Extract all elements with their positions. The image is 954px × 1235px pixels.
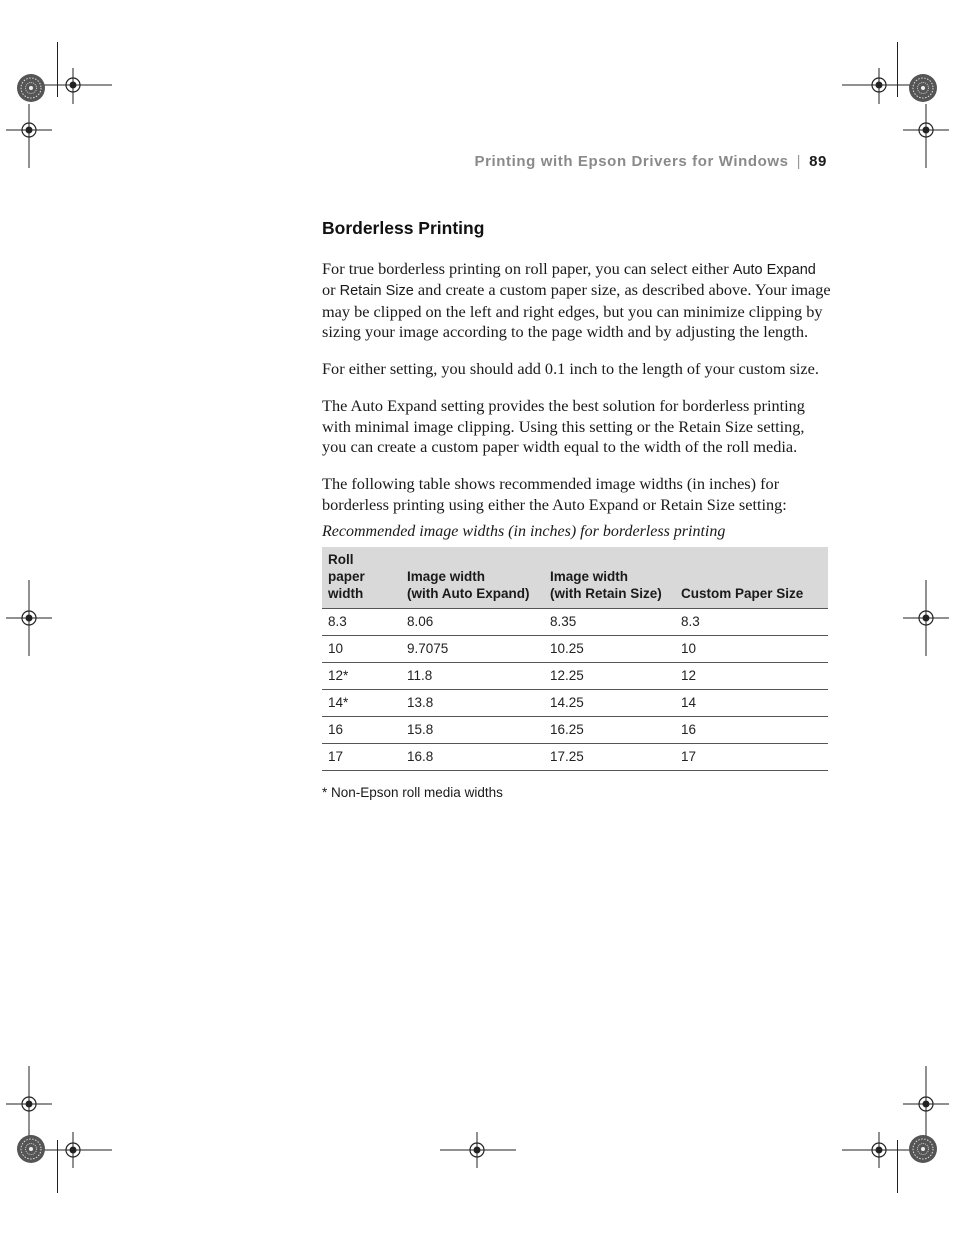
registration-starburst-icon [908, 73, 938, 103]
table-row [322, 716, 828, 743]
paragraph-intro [322, 259, 832, 342]
registration-starburst-icon [16, 1134, 46, 1164]
cell-auto-expand: 15.8 [401, 716, 544, 743]
page-number: 89 [809, 153, 827, 170]
cell-auto-expand: 13.8 [401, 689, 544, 716]
running-title: Printing with Epson Drivers for Windows [474, 153, 789, 170]
cell-retain-size: 16.25 [544, 716, 675, 743]
table-row [322, 689, 828, 716]
table-row [322, 635, 828, 662]
paragraph-table-intro: The following table shows recommended image widths (in inches) for borderless printing using either the Auto Expand or Retain Size setting: [322, 474, 787, 514]
table-header-row [322, 547, 828, 609]
cell-retain-size: 10.25 [544, 635, 675, 662]
cell-roll-width: 14* [322, 689, 401, 716]
registration-crosshair-icon [6, 104, 52, 168]
registration-starburst-icon [908, 1134, 938, 1164]
cell-retain-size: 12.25 [544, 662, 675, 689]
registration-crosshair-icon [6, 580, 52, 656]
cell-custom-size: 16 [675, 716, 828, 743]
table-row [322, 743, 828, 770]
text: For true borderless printing on roll paper, you can select either [322, 259, 733, 278]
widths-table [322, 547, 828, 771]
running-header [474, 153, 827, 170]
registration-crosshair-icon [903, 104, 949, 168]
cell-roll-width: 8.3 [322, 608, 401, 635]
retain-size-term: Retain Size [339, 283, 414, 300]
cell-retain-size: 17.25 [544, 743, 675, 770]
table-row [322, 662, 828, 689]
cell-custom-size: 10 [675, 635, 828, 662]
cell-custom-size: 14 [675, 689, 828, 716]
registration-crosshair-icon [903, 580, 949, 656]
text: and create a custom paper size, as described above. Your image may be clipped on the left and right edges, but you can minimize clipping by sizing your image according to the page width and by adjusting the length. [322, 280, 831, 341]
cell-auto-expand: 16.8 [401, 743, 544, 770]
cell-custom-size: 12 [675, 662, 828, 689]
auto-expand-term: Auto Expand [732, 262, 816, 278]
registration-crosshair-icon [440, 1126, 516, 1174]
section-title: Borderless Printing [322, 218, 485, 238]
paragraph-length-note: For either setting, you should add 0.1 inch to the length of your custom size. [322, 359, 819, 379]
cell-auto-expand: 8.06 [401, 608, 544, 635]
cell-roll-width: 10 [322, 635, 401, 662]
table-footnote: * Non-Epson roll media widths [322, 784, 503, 800]
header-retain-size: Image width (with Retain Size) [544, 547, 675, 609]
header-separator: | [796, 153, 802, 170]
cell-roll-width: 16 [322, 716, 401, 743]
cell-auto-expand: 9.7075 [401, 635, 544, 662]
cell-auto-expand: 11.8 [401, 662, 544, 689]
header-auto-expand: Image width (with Auto Expand) [401, 547, 544, 609]
table-row [322, 608, 828, 635]
cell-custom-size: 8.3 [675, 608, 828, 635]
cell-retain-size: 8.35 [544, 608, 675, 635]
cell-roll-width: 12* [322, 662, 401, 689]
cell-retain-size: 14.25 [544, 689, 675, 716]
page-content [322, 218, 832, 800]
registration-starburst-icon [16, 73, 46, 103]
table-caption: Recommended image widths (in inches) for borderless printing [322, 522, 726, 540]
text: or [322, 280, 340, 300]
header-custom-paper-size: Custom Paper Size [675, 547, 828, 609]
registration-crosshair-icon [842, 1126, 918, 1174]
cell-roll-width: 17 [322, 743, 401, 770]
paragraph-auto-expand: The Auto Expand setting provides the best solution for borderless printing with minimal image clipping. Using this setting or the Retain Size setting, you can create a custom paper width equal to the width of the roll media. [322, 396, 805, 457]
header-roll-paper-width: Roll paper width [322, 547, 401, 609]
registration-crosshair-icon [36, 1126, 112, 1174]
cell-custom-size: 17 [675, 743, 828, 770]
